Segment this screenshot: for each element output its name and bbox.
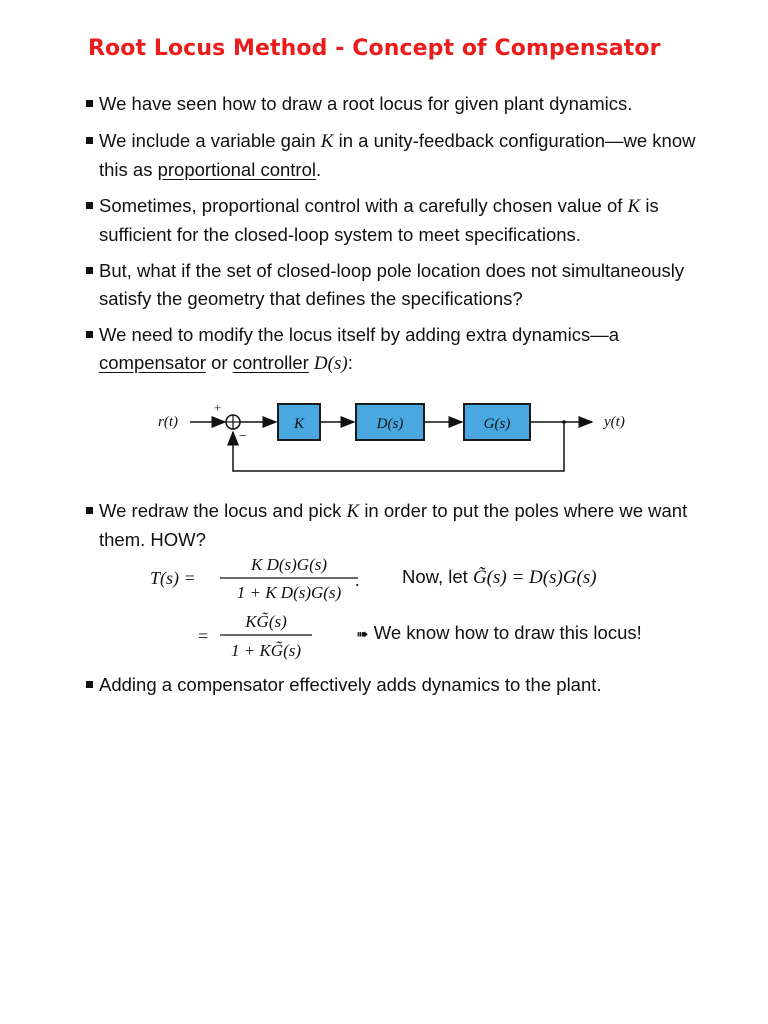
controller-term: controller — [232, 352, 309, 373]
bullet-text: Sometimes, proportional control with a carefully chosen value of K is sufficient for the closed-loop system to meet specifications. — [99, 195, 659, 245]
bullet-item-7 — [84, 671, 724, 699]
page-title: Root Locus Method - Concept of Compensator — [88, 36, 661, 61]
gain-symbol: K — [320, 131, 334, 152]
eq2-equals: = — [198, 626, 209, 646]
now-let-statement: Now, let G̃(s) = D(s)G(s) — [402, 566, 597, 588]
bullet-marker — [86, 137, 93, 144]
bullet-marker — [86, 100, 93, 107]
bullet-text: We have seen how to draw a root locus for given plant dynamics. — [99, 93, 633, 114]
bullet-text: We redraw the locus and pick K in order to put the poles where we want them. HOW? — [99, 500, 688, 550]
eq1-denominator: 1 + K D(s)G(s) — [236, 583, 342, 602]
minus-sign: − — [239, 429, 247, 444]
bullet-marker — [86, 507, 93, 514]
eq-lhs: T(s) = — [150, 568, 196, 588]
plus-sign: + — [214, 400, 222, 415]
right-arrow-icon: ➠ — [356, 626, 369, 643]
bullet-marker — [86, 202, 93, 209]
bullet-text: But, what if the set of closed-loop pole location does not simultaneously satisfy the geometry that defines the specifications? — [99, 260, 685, 309]
bullet-item-4 — [84, 257, 724, 313]
eq1-numerator: K D(s)G(s) — [250, 555, 328, 574]
compensator-block-label: D(s) — [376, 416, 404, 432]
plant-block-label: G(s) — [483, 416, 511, 432]
bullet-text: We include a variable gain K in a unity-feedback configuration—we know this as proportional control. — [99, 130, 696, 180]
bullet-item-5 — [84, 321, 724, 378]
bullet-text: Adding a compensator effectively adds dynamics to the plant. — [99, 674, 602, 695]
input-signal-label: r(t) — [158, 414, 178, 430]
bullet-text: We need to modify the locus itself by adding extra dynamics—a compensator or controller D(s): — [99, 324, 619, 374]
output-signal-label: y(t) — [604, 414, 625, 430]
compensator-symbol: D(s) — [313, 353, 348, 374]
eq2-denominator: 1 + KG̃(s) — [230, 641, 302, 660]
bullet-marker — [86, 681, 93, 688]
bullet-item-1 — [84, 90, 724, 118]
gain-block-label: K — [293, 416, 305, 432]
bullet-item-6 — [84, 497, 724, 554]
gain-symbol: K — [627, 196, 641, 217]
equivalent-plant-expression: G̃(s) = D(s)G(s) — [472, 567, 597, 588]
proportional-control-link: proportional control — [157, 159, 316, 180]
locus-note: ➠ We know how to draw this locus! — [356, 622, 642, 643]
bullet-item-2 — [84, 127, 724, 184]
bullet-marker — [86, 331, 93, 338]
eq2-numerator: KG̃(s) — [245, 612, 287, 631]
compensator-term: compensator — [99, 352, 206, 373]
bullet-item-3 — [84, 192, 724, 249]
block-diagram — [150, 392, 650, 482]
eq1-period: . — [355, 570, 360, 590]
gain-symbol: K — [346, 501, 360, 522]
bullet-marker — [86, 267, 93, 274]
